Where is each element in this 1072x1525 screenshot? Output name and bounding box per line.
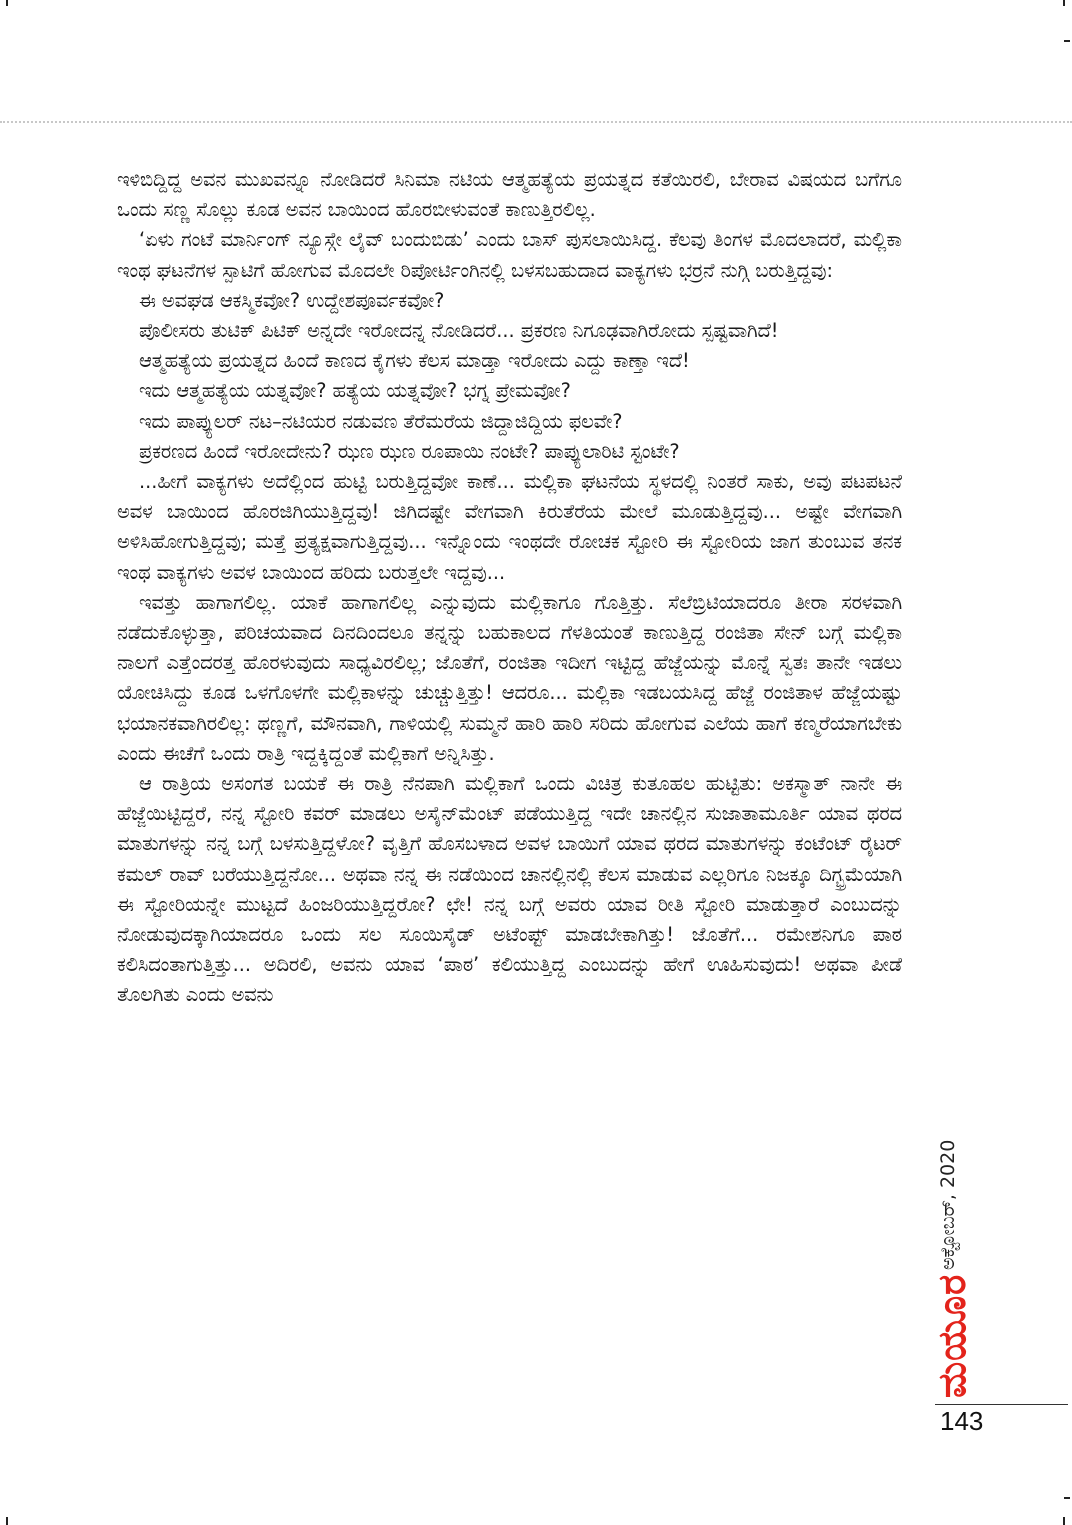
crop-mark-top-left <box>6 0 8 6</box>
crop-mark-right-lower <box>1064 1497 1070 1499</box>
paragraph: ಈ ಅವಘಡ ಆಕಸ್ಮಿಕವೋ? ಉದ್ದೇಶಪೂರ್ವಕವೋ? <box>139 288 445 312</box>
issue-date: ಅಕ್ಟೋಬರ್, 2020 <box>937 1139 959 1270</box>
magazine-logo: ಮಯೂರ <box>930 1273 974 1398</box>
paragraph: ಆತ್ಮಹತ್ಯೆಯ ಪ್ರಯತ್ನದ ಹಿಂದೆ ಕಾಣದ ಕೈಗಳು ಕೆಲಸ ಮಾಡ್ತಾ ಇರೋದು ಎದ್ದು ಕಾಣ್ತಾ ಇದೆ! <box>139 349 690 373</box>
crop-mark-top-right <box>1063 0 1065 6</box>
page-number: 143 <box>940 1406 984 1436</box>
paragraph: ಪೊಲೀಸರು ತುಟಿಕ್ ಪಿಟಿಕ್ ಅನ್ನದೇ ಇರೋದನ್ನ ನೋಡಿದರೆ... ಪ್ರಕರಣ ನಿಗೂಢವಾಗಿರೋದು ಸ್ಪಷ್ಟವಾಗಿದೆ! <box>139 319 779 343</box>
magazine-sidebar <box>923 1072 973 1402</box>
paragraph: ಇಳಿಬಿದ್ದಿದ್ದ ಅವನ ಮುಖವನ್ನೂ ನೋಡಿದರೆ ಸಿನಿಮಾ ನಟಿಯ ಆತ್ಮಹತ್ಯೆಯ ಪ್ರಯತ್ನದ ಕತೆಯಿರಲಿ, ಬೇರಾವ ವಿಷಯದ ಬಗೆಗೂ ಒಂದು ಸಣ್ಣ ಸೊಲ್ಲು ಕೂಡ ಅವನ ಬಾಯಿಂದ ಹೊರಬೀಳುವಂತೆ ಕಾಣುತ್ತಿರಲಿಲ್ಲ. <box>117 168 902 222</box>
paragraph: ‘ಏಳು ಗಂಟೆ ಮಾರ್ನಿಂಗ್ ನ್ಯೂಸ್ಗೇ ಲೈವ್ ಬಂದುಬಿಡು’ ಎಂದು ಬಾಸ್ ಪುಸಲಾಯಿಸಿದ್ದ. ಕೆಲವು ತಿಂಗಳ ಮೊದಲಾದರೆ, ಮಲ್ಲಿಕಾ ಇಂಥ ಘಟನೆಗಳ ಸ್ಪಾಟಿಗೆ ಹೋಗುವ ಮೊದಲೇ ರಿಪೋರ್ಟಿಂಗಿನಲ್ಲಿ ಬಳಸಬಹುದಾದ ವಾಕ್ಯಗಳು ಭರ್ರನೆ ನುಗ್ಗಿ ಬರುತ್ತಿದ್ದವು: <box>117 228 902 282</box>
paragraph: ಇದು ಪಾಪ್ಯುಲರ್ ನಟ–ನಟಿಯರ ನಡುವಣ ತೆರೆಮರೆಯ ಜಿದ್ದಾಜಿದ್ದಿಯ ಫಲವೇ? <box>139 409 623 433</box>
crop-mark-right-upper <box>1064 40 1070 42</box>
crop-mark-bottom-left <box>6 1517 8 1525</box>
paragraph: ಆ ರಾತ್ರಿಯ ಅಸಂಗತ ಬಯಕೆ ಈ ರಾತ್ರಿ ನೆನಪಾಗಿ ಮಲ್ಲಿಕಾಗೆ ಒಂದು ವಿಚಿತ್ರ ಕುತೂಹಲ ಹುಟ್ಟಿತು: ಅಕಸ್ಮಾತ್ ನಾನೇ ಈ ಹೆಜ್ಜೆಯಿಟ್ಟಿದ್ದರೆ, ನನ್ನ ಸ್ಟೋರಿ ಕವರ್ ಮಾಡಲು ಅಸೈನ್‌ಮೆಂಟ್ ಪಡೆಯುತ್ತಿದ್ದ ಇದೇ ಚಾನಲ್ಲಿನ ಸುಜಾತಾಮೂರ್ತಿ ಯಾವ ಥರದ ಮಾತುಗಳನ್ನು ನನ್ನ ಬಗ್ಗೆ ಬಳಸುತ್ತಿದ್ದಳೋ? ವೃತ್ತಿಗೆ ಹೊಸಬಳಾದ ಅವಳ ಬಾಯಿಗೆ ಯಾವ ಥರದ ಮಾತುಗಳನ್ನು ಕಂಟೆಂಟ್ ರೈಟರ್ ಕಮಲ್ ರಾವ್ ಬರೆಯುತ್ತಿದ್ದನೋ... ಅಥವಾ ನನ್ನ ಈ ನಡೆಯಿಂದ ಚಾನಲ್ಲಿನಲ್ಲಿ ಕೆಲಸ ಮಾಡುವ ಎಲ್ಲರಿಗೂ ನಿಜಕ್ಕೂ ದಿಗ್ಭ್ರಮೆಯಾಗಿ ಈ ಸ್ಟೋರಿಯನ್ನೇ ಮುಟ್ಟದೆ ಹಿಂಜರಿಯುತ್ತಿದ್ದರೋ? ಛೇ! ನನ್ನ ಬಗ್ಗೆ ಅವರು ಯಾವ ರೀತಿ ಸ್ಟೋರಿ ಮಾಡುತ್ತಾರೆ ಎಂಬುದನ್ನು ನೋಡುವುದಕ್ಕಾಗಿಯಾದರೂ ಒಂದು ಸಲ ಸೂಯಿಸೈಡ್ ಅಟೆಂಪ್ಟ್ ಮಾಡಬೇಕಾಗಿತ್ತು! ಜೊತೆಗೆ... ರಮೇಶನಿಗೂ ಪಾಠ ಕಲಿಸಿದಂತಾಗುತ್ತಿತ್ತು... ಅದಿರಲಿ, ಅವನು ಯಾವ ‘ಪಾಠ’ ಕಲಿಯುತ್ತಿದ್ದ ಎಂಬುದನ್ನು ಹೇಗೆ ಊಹಿಸುವುದು! ಅಥವಾ ಪೀಡೆ ತೊಲಗಿತು ಎಂದು ಅವನು <box>117 772 902 1007</box>
paragraph: ಪ್ರಕರಣದ ಹಿಂದೆ ಇರೋದೇನು? ಝಣ ಝಣ ರೂಪಾಯಿ ನಂಟೇ? ಪಾಪ್ಯುಲಾರಿಟಿ ಸ್ಟಂಟೇ? <box>139 439 680 463</box>
header-dotted-rule <box>0 121 1072 123</box>
paragraph: ಇವತ್ತು ಹಾಗಾಗಲಿಲ್ಲ. ಯಾಕೆ ಹಾಗಾಗಲಿಲ್ಲ ಎನ್ನುವುದು ಮಲ್ಲಿಕಾಗೂ ಗೊತ್ತಿತ್ತು. ಸೆಲೆಬ್ರಿಟಿಯಾದರೂ ತೀರಾ ಸರಳವಾಗಿ ನಡೆದುಕೊಳ್ಳುತ್ತಾ, ಪರಿಚಯವಾದ ದಿನದಿಂದಲೂ ತನ್ನನ್ನು ಬಹುಕಾಲದ ಗೆಳತಿಯಂತೆ ಕಾಣುತ್ತಿದ್ದ ರಂಜಿತಾ ಸೇನ್ ಬಗ್ಗೆ ಮಲ್ಲಿಕಾ ನಾಲಗೆ ಎತ್ತೆಂದರತ್ತ ಹೊರಳುವುದು ಸಾಧ್ಯವಿರಲಿಲ್ಲ; ಜೊತೆಗೆ, ರಂಜಿತಾ ಇದೀಗ ಇಟ್ಟಿದ್ದ ಹೆಜ್ಜೆಯನ್ನು ಮೊನ್ನೆ ಸ್ವತಃ ತಾನೇ ಇಡಲು ಯೋಚಿಸಿದ್ದು ಕೂಡ ಒಳಗೊಳಗೇ ಮಲ್ಲಿಕಾಳನ್ನು ಚುಚ್ಚುತ್ತಿತ್ತು! ಆದರೂ... ಮಲ್ಲಿಕಾ ಇಡಬಯಸಿದ್ದ ಹೆಜ್ಜೆ ರಂಜಿತಾಳ ಹೆಜ್ಜೆಯಷ್ಟು ಭಯಾನಕವಾಗಿರಲಿಲ್ಲ: ಥಣ್ಣಗೆ, ಮೌನವಾಗಿ, ಗಾಳಿಯಲ್ಲಿ ಸುಮ್ಮನೆ ಹಾರಿ ಹಾರಿ ಸರಿದು ಹೋಗುವ ಎಲೆಯ ಹಾಗೆ ಕಣ್ಮರೆಯಾಗಬೇಕು ಎಂದು ಈಚೆಗೆ ಒಂದು ರಾತ್ರಿ ಇದ್ದಕ್ಕಿದ್ದಂತೆ ಮಲ್ಲಿಕಾಗೆ ಅನ್ನಿಸಿತ್ತು. <box>117 590 902 765</box>
paragraph: ...ಹೀಗೆ ವಾಕ್ಯಗಳು ಅದೆಲ್ಲಿಂದ ಹುಟ್ಟಿ ಬರುತ್ತಿದ್ದವೋ ಕಾಣೆ... ಮಲ್ಲಿಕಾ ಘಟನೆಯ ಸ್ಥಳದಲ್ಲಿ ನಿಂತರೆ ಸಾಕು, ಅವು ಪಟಪಟನೆ ಅವಳ ಬಾಯಿಂದ ಹೊರಜಿಗಿಯುತ್ತಿದ್ದವು! ಜಿಗಿದಷ್ಟೇ ವೇಗವಾಗಿ ಕಿರುತೆರೆಯ ಮೇಲೆ ಮೂಡುತ್ತಿದ್ದವು... ಅಷ್ಟೇ ವೇಗವಾಗಿ ಅಳಿಸಿಹೋಗುತ್ತಿದ್ದವು; ಮತ್ತೆ ಪ್ರತ್ಯಕ್ಷವಾಗುತ್ತಿದ್ದವು... ಇನ್ನೊಂದು ಇಂಥದೇ ರೋಚಕ ಸ್ಟೋರಿ ಈ ಸ್ಟೋರಿಯ ಜಾಗ ತುಂಬುವ ತನಕ ಇಂಥ ವಾಕ್ಯಗಳು ಅವಳ ಬಾಯಿಂದ ಹರಿದು ಬರುತ್ತಲೇ ಇದ್ದವು... <box>117 470 902 584</box>
story-body <box>117 165 902 1011</box>
paragraph: ಇದು ಆತ್ಮಹತ್ಯೆಯ ಯತ್ನವೋ? ಹತ್ಯೆಯ ಯತ್ನವೋ? ಭಗ್ನ ಪ್ರೇಮವೋ? <box>139 379 571 403</box>
footer-rule <box>935 1404 1068 1405</box>
crop-mark-bottom-right <box>1063 1517 1065 1525</box>
